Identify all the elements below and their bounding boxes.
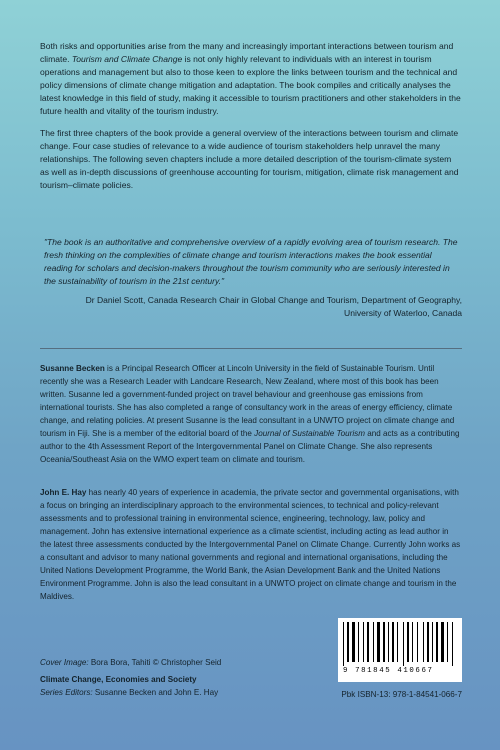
intro-paragraph-1: Both risks and opportunities arise from the many and increasingly important interactions between tourism and climate. Tourism and Climate Change is not only highly relevant to individuals with an interest in tourism operations and management but also to those keen to explore the links between tourism and the technical and policy dimensions of climate change mitigation and adaptation. The book compiles and critically analyses the latest knowledge in this field of study, making it accessible to tourism practitioners and other stakeholders in the future health and vitality of the tourism industry.	[40, 41, 461, 117]
series-name: Climate Change, Economies and Society	[40, 675, 197, 684]
cover-image-credit: Cover Image: Bora Bora, Tahiti © Christopher Seid	[40, 658, 222, 667]
author-bio-hay: John E. Hay has nearly 40 years of experience in academia, the private sector and governmental organisations, with a focus on bringing an interdisciplinary approach to the environmental sciences, to technical and policy-relevant assessments and to professional training in environmental science, engineering, technology, law, policy and management. John has extensive international experience as a climate scientist, including acting as lead author in the latest three assessments conducted by the Intergovernmental Panel on Climate Change. Currently John works as a consultant and advisor to many national governments and regional and international organisations, including the United Nations Development Programme, the World Bank, the Asian Development Bank and the United Nations Environment Programme. John is also the lead consultant in a UNWTO project on climate change and tourism in the Maldives.	[40, 488, 461, 601]
barcode	[338, 618, 462, 682]
section-divider	[40, 348, 462, 349]
credits-section	[40, 656, 320, 699]
author-name-becken: Susanne Becken	[40, 364, 105, 373]
book-title: Tourism and Climate Change	[71, 54, 183, 65]
barcode-digits: 9 781845 410667	[343, 667, 434, 675]
author-bio-becken: Susanne Becken is a Principal Research Officer at Lincoln University in the field of Sustainable Tourism. Until recently she was a Research Leader with Landcare Research, New Zealand, where most of this book has been written. Susanne led a government-funded project on travel behaviour and greenhouse gas emissions from international tourists. She has also completed a range of consultancy work in the areas of energy efficiency, climate change, and relating policies. At present Susanne is the lead consultant in a UNWTO project on climate change and tourism in Fiji. She is a member of the editorial board of the Journal of Sustainable Tourism and acts as a contributing author to the 4th Assessment Report of the Intergovernmental Panel on Climate Change. She also represents Oceania/Southeast Asia on the WMO expert team on climate and tourism.	[40, 364, 460, 464]
journal-title: Journal of Sustainable Tourism	[254, 429, 365, 438]
series-editors: Series Editors: Susanne Becken and John E. Hay	[40, 688, 219, 697]
quote-section	[44, 236, 462, 321]
intro-paragraph-2: The first three chapters of the book provide a general overview of the interactions between tourism and climate change. Four case studies of relevance to a wide audience of tourism stakeholders help unravel the many relationships. The following seven chapters include a more detailed description of the tourism-climate system as well as in-depth discussions of greenhouse accounting for tourism, mitigation, climate risk management and tourism–climate policies.	[40, 127, 459, 190]
isbn-label: Pbk ISBN-13: 978-1-84541-066-7	[341, 690, 462, 699]
review-quote: "The book is an authoritative and comprehensive overview of a rapidly evolving area of tourism research. The fresh thinking on the complexities of climate change and tourism interactions makes the book essential reading for scholars and decision-makers throughout the tourism community who are seriously interested in the sustainability of tourism in the 21st century."	[44, 237, 458, 287]
intro-section	[40, 40, 462, 192]
barcode-bars	[343, 622, 457, 666]
quote-attribution: Dr Daniel Scott, Canada Research Chair in Global Change and Tourism, Department of Geography, University of Waterloo, Canada	[85, 295, 462, 319]
author-name-hay: John E. Hay	[40, 488, 87, 497]
